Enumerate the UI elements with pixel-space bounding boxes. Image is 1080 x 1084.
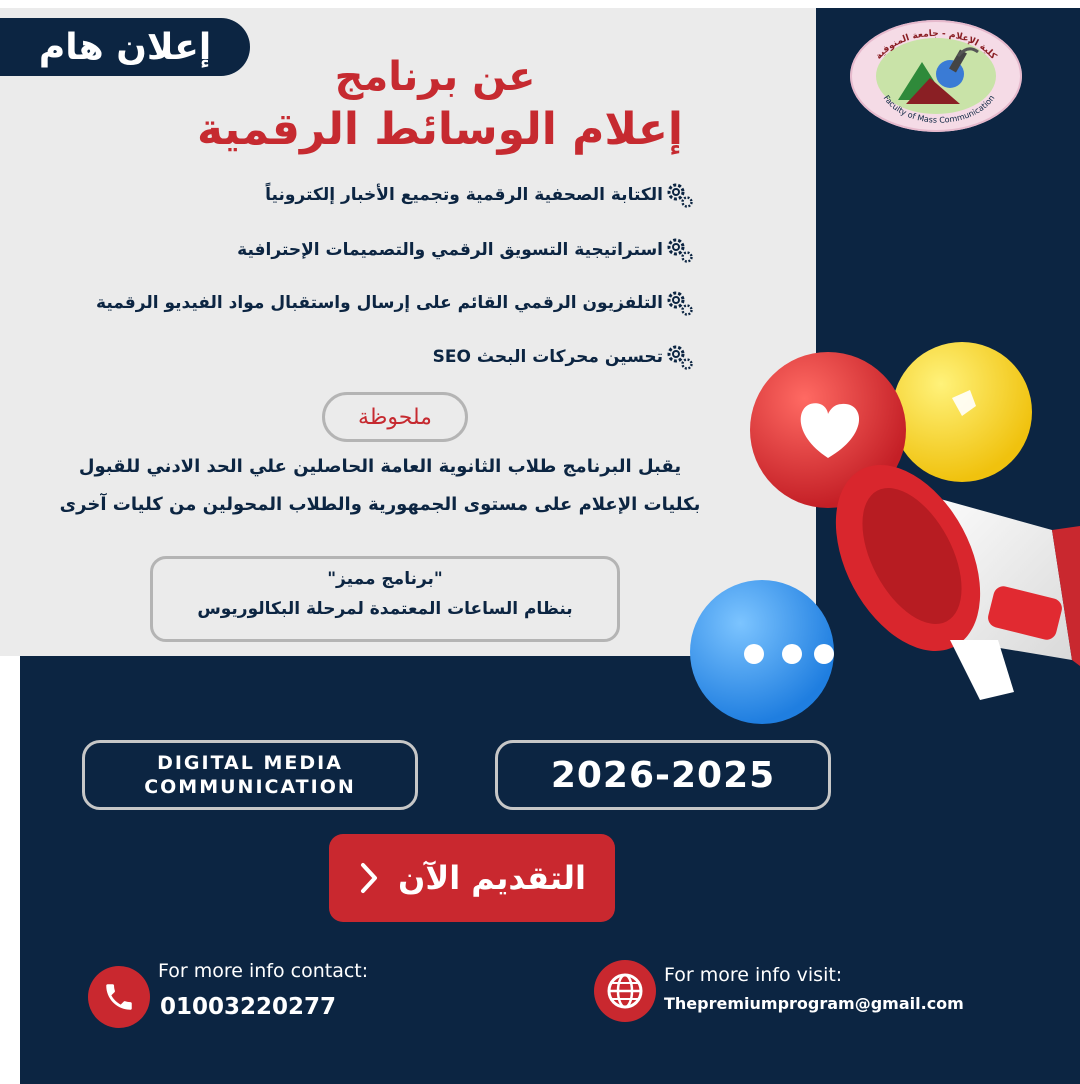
feature-item xyxy=(433,342,695,372)
note-text-line-1: يقبل البرنامج طلاب الثانوية العامة الحاصلين علي الحد الادني للقبول xyxy=(78,456,682,477)
megaphone-illustration xyxy=(680,340,1080,740)
note-text-line-2: بكليات الإعلام على مستوى الجمهورية والطلاب المحولين من كليات آخرى xyxy=(59,494,701,515)
globe-icon xyxy=(594,960,656,1022)
title-line-1: عن برنامج xyxy=(334,54,536,100)
premium-program-box xyxy=(150,556,620,642)
logo-arabic-text: كلية الإعلام - جامعة المنوفية xyxy=(873,28,999,62)
gears-icon xyxy=(665,288,695,318)
program-name-line-2: COMMUNICATION xyxy=(144,776,356,798)
apply-now-button[interactable] xyxy=(329,834,615,922)
feature-text: استراتيجية التسويق الرقمي والتصميمات الإحترافية xyxy=(237,240,663,260)
program-title: إعلام الوسائط الرقمية xyxy=(197,104,683,155)
chevron-right-icon xyxy=(358,861,380,895)
feature-item xyxy=(237,235,695,265)
program-name-line-1: DIGITAL MEDIA xyxy=(157,752,343,774)
feature-text: تحسين محركات البحث SEO xyxy=(432,347,663,367)
feature-text: الكتابة الصحفية الرقمية وتجميع الأخبار إلكترونياً xyxy=(265,185,663,205)
faculty-logo-graphic xyxy=(850,20,1022,132)
feature-item xyxy=(96,288,695,318)
program-name-box xyxy=(82,740,418,810)
feature-text: التلفزيون الرقمي القائم على إرسال واستقبال مواد الفيديو الرقمية xyxy=(96,293,663,313)
visit-label: For more info visit: xyxy=(664,964,843,986)
note-label: ملحوظة xyxy=(358,404,432,430)
premium-line-1: "برنامج مميز" xyxy=(327,569,443,589)
faculty-logo xyxy=(850,20,1022,132)
note-label-pill xyxy=(322,392,468,442)
contact-label: For more info contact: xyxy=(158,960,369,982)
gears-icon xyxy=(665,180,695,210)
feature-item xyxy=(265,180,695,210)
contact-email[interactable]: Thepremiumprogram@gmail.com xyxy=(664,994,964,1013)
important-announcement-badge xyxy=(0,18,250,76)
contact-phone[interactable]: 01003220277 xyxy=(160,994,337,1020)
phone-icon xyxy=(88,966,150,1028)
logo-english-text: Faculty of Mass Communication xyxy=(881,93,997,125)
badge-label: إعلان هام xyxy=(38,26,212,68)
academic-year-box xyxy=(495,740,831,810)
premium-line-2: بنظام الساعات المعتمدة لمرحلة البكالوريوس xyxy=(197,599,573,619)
apply-now-label: التقديم الآن xyxy=(398,859,586,897)
gears-icon xyxy=(665,235,695,265)
academic-year: 2026-2025 xyxy=(550,754,776,796)
